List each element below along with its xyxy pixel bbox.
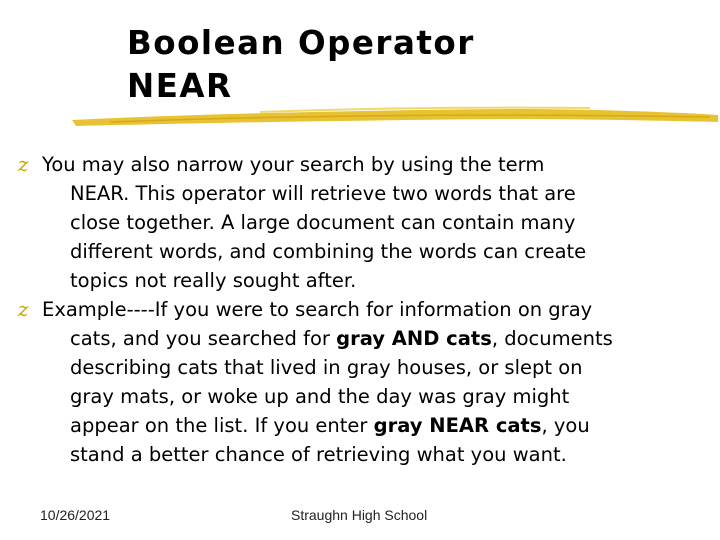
text-run: , you (541, 414, 590, 437)
search-example-near: gray NEAR cats (373, 414, 542, 437)
bullet-list (18, 150, 710, 469)
title-underline-brushstroke (70, 100, 720, 136)
slide-title-line-2: NEAR (127, 67, 233, 105)
text-run: cats, and you searched for (70, 327, 337, 350)
text-line: gray mats, or woke up and the day was gray might (70, 385, 570, 408)
text-line: describing cats that lived in gray houses, or slept on (70, 356, 583, 379)
text-line: You may also narrow your search by using the term (42, 153, 545, 176)
text-line: NEAR. This operator will retrieve two words that are (70, 182, 576, 205)
bullet-item-1 (18, 150, 710, 295)
slide-title-line-1: Boolean Operator (127, 24, 475, 62)
brushstroke-main (72, 109, 718, 126)
bullet-glyph-icon: z (18, 297, 29, 321)
search-example-and: gray AND cats (336, 327, 492, 350)
text-line: Example----If you were to search for information on gray (42, 298, 593, 321)
bullet-item-2 (18, 295, 710, 469)
bullet-glyph-icon: z (18, 152, 29, 176)
text-line: topics not really sought after. (70, 269, 357, 292)
text-line (70, 411, 710, 440)
footer-school-name: Straughn High School (291, 507, 428, 523)
text-line: different words, and combining the words can create (70, 240, 587, 263)
text-run: , documents (491, 327, 613, 350)
text-line (70, 324, 710, 353)
text-line: stand a better chance of retrieving what you want. (70, 443, 567, 466)
text-run: appear on the list. If you enter (70, 414, 374, 437)
text-line: close together. A large document can contain many (70, 211, 576, 234)
footer-date: 10/26/2021 (40, 507, 111, 523)
slide-title (127, 22, 475, 108)
